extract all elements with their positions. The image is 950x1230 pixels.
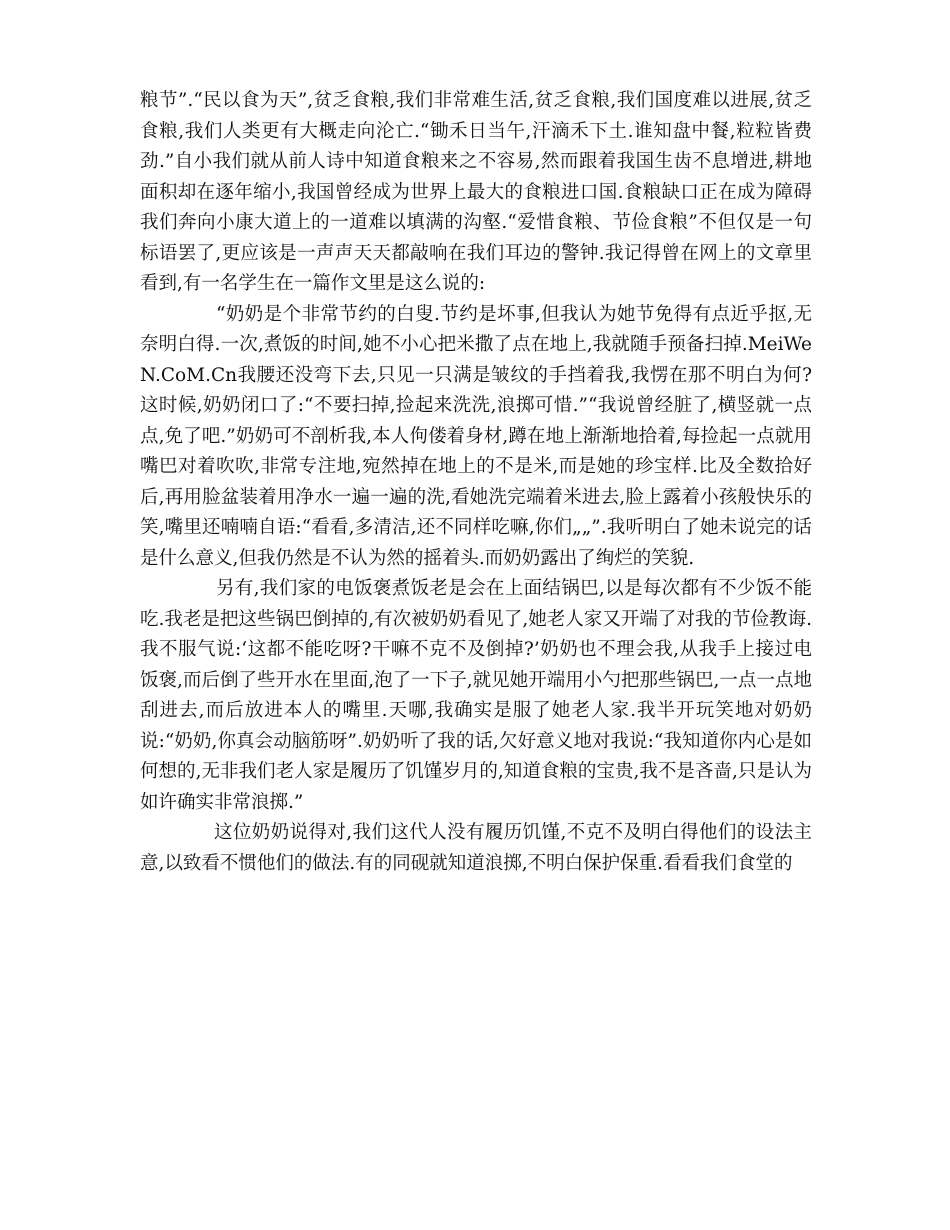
paragraph-4: 这位奶奶说得对,我们这代人没有履历饥馑,不克不及明白得他们的设法主意,以致看不惯他们的做法.有的同砚就知道浪掷,不明白保护保重.看看我们食堂的	[140, 822, 812, 874]
document-body	[140, 86, 812, 879]
paragraph-1: 粮节”.“民以食为天”,贫乏食粮,我们非常难生活,贫乏食粮,我们国度难以进展,贫乏食粮,我们人类更有大概走向沦亡.“锄禾日当午,汗滴禾下土.谁知盘中餐,粒粒皆费劲.”自小我们就从前人诗中知道食粮来之不容易,然而跟着我国生齿不息增进,耕地面积却在逐年缩小,我国曾经成为世界上最大的食粮进口国.食粮缺口正在成为障碍我们奔向小康大道上的一道难以填满的沟壑.“爱惜食粮、节俭食粮”不但仅是一句标语罢了,更应该是一声声天天都敲响在我们耳边的警钟.我记得曾在网上的文章里看到,有一名学生在一篇作文里是这么说的:	[140, 90, 812, 294]
paragraph-2: “奶奶是个非常节约的白叟.节约是坏事,但我认为她节免得有点近乎抠,无奈明白得.一次,煮饭的时间,她不小心把米撒了点在地上,我就随手预备扫掉.MeiWeN.CoM.Cn我腰还没弯下去,只见一只满是皱纹的手挡着我,我愣在那不明白为何?这时候,奶奶闭口了:“不要扫掉,捡起来洗洗,浪掷可惜.”“我说曾经脏了,横竖就一点点,免了吧.”奶奶可不剖析我,本人佝偻着身材,蹲在地上渐渐地拾着,每捡起一点就用嘴巴对着吹吹,非常专注地,宛然掉在地上的不是米,而是她的珍宝样.比及全数拾好后,再用脸盆装着用净水一遍一遍的洗,看她洗完端着米进去,脸上露着小孩般快乐的笑,嘴里还喃喃自语:“看看,多清洁,还不同样吃嘛,你们„„”.我听明白了她未说完的话是什么意义,但我仍然是不认为然的摇着头.而奶奶露出了绚烂的笑貌.	[140, 303, 812, 569]
paragraph-3: 另有,我们家的电饭褒煮饭老是会在上面结锅巴,以是每次都有不少饭不能吃.我老是把这些锅巴倒掉的,有次被奶奶看见了,她老人家又开端了对我的节俭教诲.我不服气说:‘这都不能吃呀?干嘛不克不及倒掉?’奶奶也不理会我,从我手上接过电饭褒,而后倒了些开水在里面,泡了一下子,就见她开端用小勺把那些锅巴,一点一点地刮进去,而后放进本人的嘴里.天哪,我确实是服了她老人家.我半开玩笑地对奶奶说:“奶奶,你真会动脑筋呀”.奶奶听了我的话,欠好意义地对我说:“我知道你内心是如何想的,无非我们老人家是履历了饥馑岁月的,知道食粮的宝贵,我不是吝啬,只是认为如许确实非常浪掷.”	[140, 578, 812, 813]
